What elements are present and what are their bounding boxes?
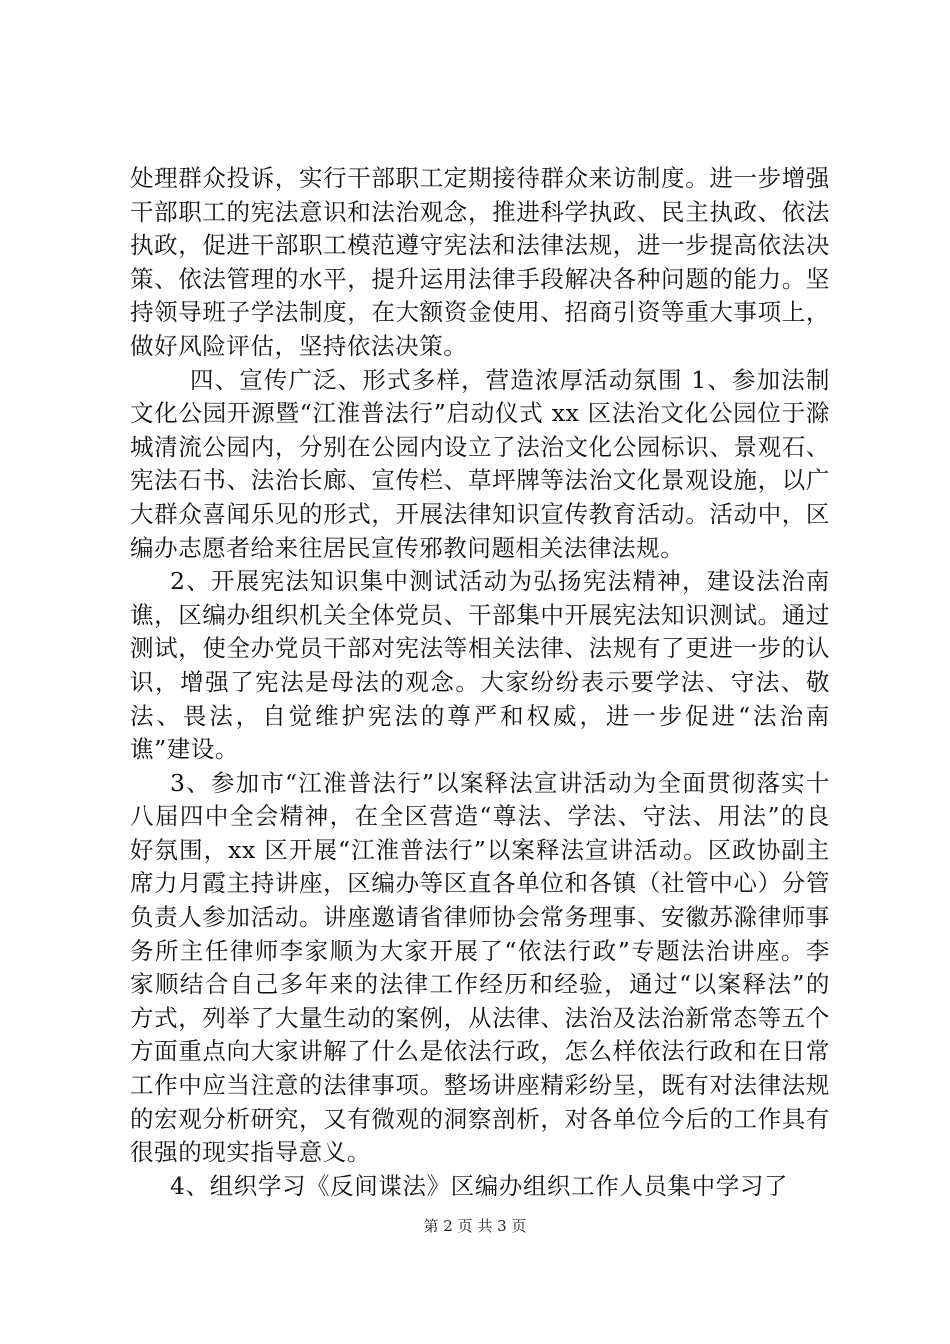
document-body bbox=[130, 162, 830, 1203]
paragraph: 处理群众投诉，实行干部职工定期接待群众来访制度。进一步增强干部职工的宪法意识和法治观念，推进科学执政、民主执政、依法执政，促进干部职工模范遵守宪法和法律法规，进一步提高依法决策、依法管理的水平，提升运用法律手段解决各种问题的能力。坚持领导班子学法制度，在大额资金使用、招商引资等重大事项上，做好风险评估，坚持依法决策。 bbox=[130, 164, 830, 360]
paragraph: 3、参加市“江淮普法行”以案释法宣讲活动为全面贯彻落实十八届四中全会精神，在全区营造“尊法、学法、守法、用法”的良好氛围，xx 区开展“江淮普法行”以案释法宣讲活动。区政协副主席力月霞主持讲座，区编办等区直各单位和各镇（社管中心）分管负责人参加活动。讲座邀请省律师协会常务理事、安徽苏滁律师事务所主任律师李家顺为大家开展了“依法行政”专题法治讲座。李家顺结合自己多年来的法律工作经历和经验，通过“以案释法”的方式，列举了大量生动的案例，从法律、法治及法治新常态等五个方面重点向大家讲解了什么是依法行政，怎么样依法行政和在日常工作中应当注意的法律事项。整场讲座精彩纷呈，既有对法律法规的宏观分析研究，又有微观的洞察剖析，对各单位今后的工作具有很强的现实指导意义。 bbox=[130, 768, 830, 1167]
page-footer: 第 2 页 共 3 页 bbox=[423, 1217, 527, 1235]
paragraph: 2、开展宪法知识集中测试活动为弘扬宪法精神，建设法治南谯，区编办组织机关全体党员、干部集中开展宪法知识测试。通过测试，使全办党员干部对宪法等相关法律、法规有了更进一步的认识，增强了宪法是母法的观念。大家纷纷表示要学法、守法、敬法、畏法，自觉维护宪法的尊严和权威，进一步促进“法治南谯”建设。 bbox=[130, 567, 830, 764]
paragraph: 4、组织学习《反间谍法》区编办组织工作人员集中学习了 bbox=[170, 1171, 789, 1200]
paragraph: 四、宣传广泛、形式多样，营造浓厚活动氛围 1、参加法制文化公园开源暨“江淮普法行”启动仪式 xx 区法治文化公园位于滁城清流公园内，分别在公园内设立了法治文化公园标识、景观石、宪法石书、法治长廊、宣传栏、草坪牌等法治文化景观设施，以广大群众喜闻乐见的形式，开展法律知识宣传教育活动。活动中，区编办志愿者给来往居民宣传邪教问题相关法律法规。 bbox=[130, 365, 830, 562]
